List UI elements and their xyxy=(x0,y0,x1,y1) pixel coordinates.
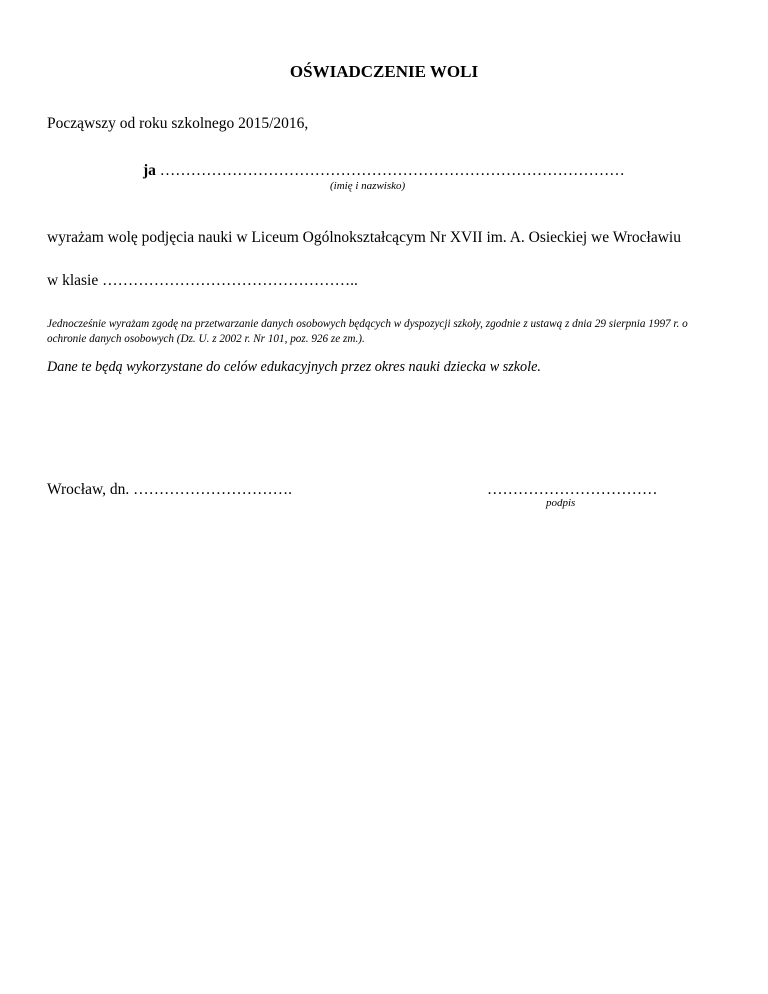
signature-fill-dots: …………………………… xyxy=(487,481,658,498)
class-line: w klasie ………………………………………….. xyxy=(47,272,358,289)
school-year-line: Począwszy od roku szkolnego 2015/2016, xyxy=(47,115,309,132)
name-fill-dots: ……………………………………………………………………………… xyxy=(159,162,625,179)
name-line xyxy=(143,162,625,180)
place-date-line: Wrocław, dn. …………………………. xyxy=(47,481,293,498)
signature-caption: podpis xyxy=(546,497,576,509)
will-statement: wyrażam wolę podjęcia nauki w Liceum Ogólnokształcącym Nr XVII im. A. Osieckiej we Wrocławiu xyxy=(47,229,681,246)
consent-clause: Jednocześnie wyrażam zgodę na przetwarzanie danych osobowych będących w dyspozycji szkoły, zgodnie z ustawą z dnia 29 sierpnia 1997 r. o ochronie danych osobowych (Dz. U. z 2002 r. Nr 101, poz. 926 ze zm.). xyxy=(47,318,688,345)
name-caption: (imię i nazwisko) xyxy=(330,180,406,192)
purpose-statement: Dane te będą wykorzystane do celów edukacyjnych przez okres nauki dziecka w szkole. xyxy=(47,359,541,375)
document-title: OŚWIADCZENIE WOLI xyxy=(289,62,479,81)
ja-label: ja xyxy=(143,162,156,179)
